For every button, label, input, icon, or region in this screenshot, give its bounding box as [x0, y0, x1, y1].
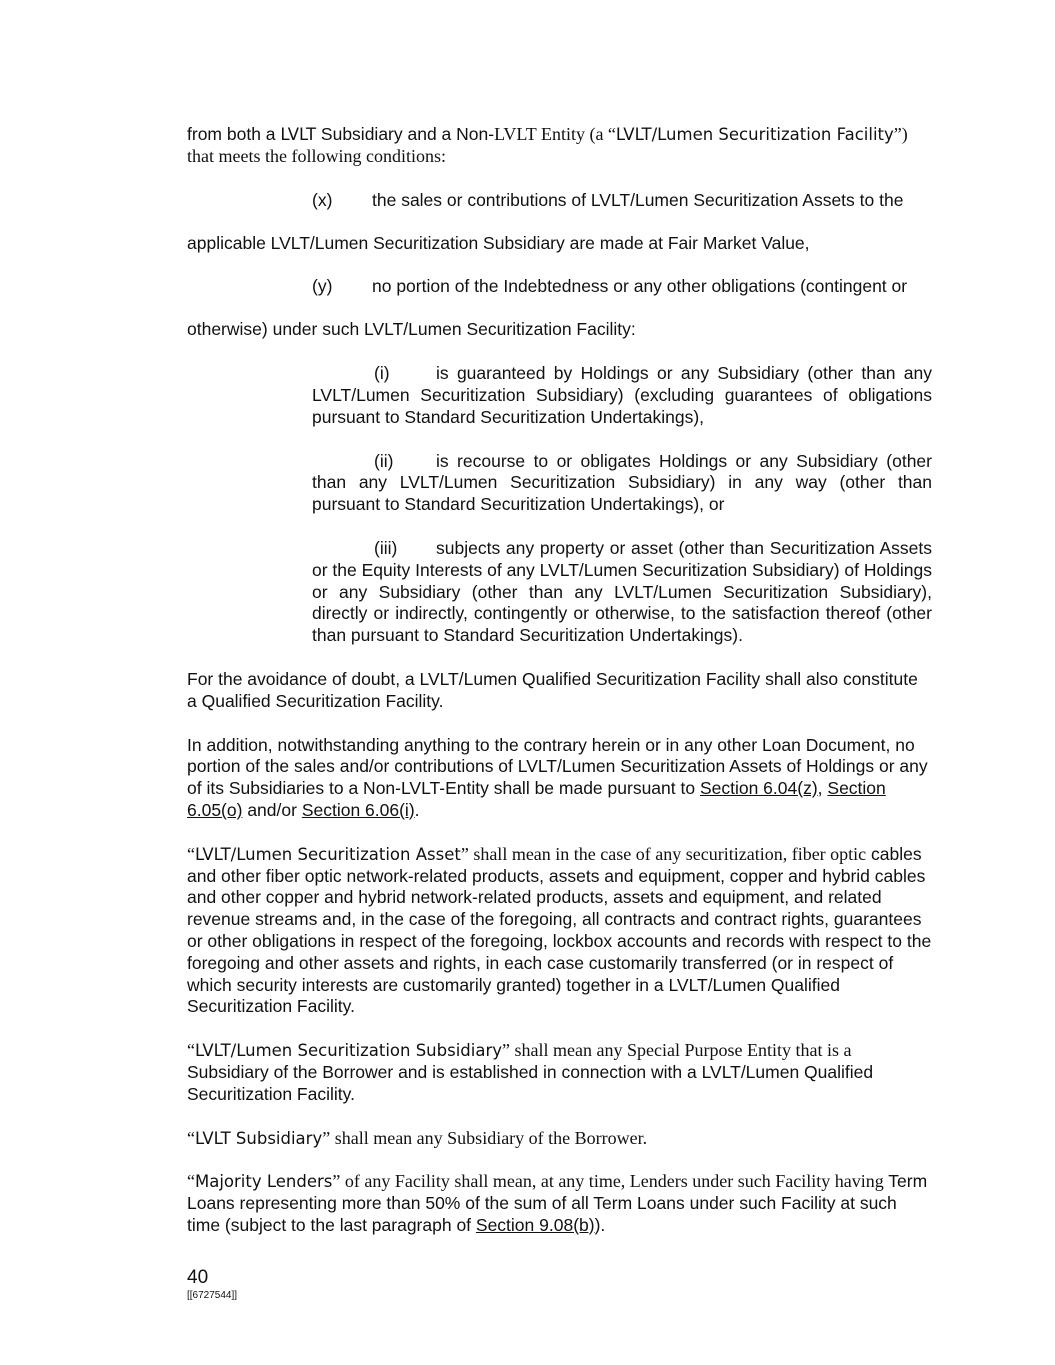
defined-term-asset: LVLT/Lumen Securitization Asset — [195, 844, 461, 864]
condition-y-continuation: otherwise) under such LVLT/Lumen Securitization Facility: — [187, 319, 636, 340]
subclause-ii-text: is recourse to or obligates Holdings or any Subsidiary (other than any LVLT/Lumen Securitization Subsidiary) in any way (other than pursuant to Standard Securitization Undertakings), or — [312, 450, 932, 515]
definition-securitization-subsidiary — [187, 1040, 932, 1105]
subclause-i-label: (i) — [374, 363, 390, 384]
condition-x — [187, 190, 932, 211]
addition-separator-1: , — [817, 778, 828, 799]
defined-term-facility: LVLT/Lumen Securitization Facility — [615, 125, 894, 144]
condition-x-text: the sales or contributions of LVLT/Lumen Securitization Assets to the — [372, 189, 904, 210]
document-id: [[6727544]] — [187, 1290, 238, 1301]
avoidance-paragraph: For the avoidance of doubt, a LVLT/Lumen Qualified Securitization Facility shall also constitute a Qualified Securitization Facility. — [187, 668, 918, 711]
section-ref-6-06i: Section 6.06(i) — [301, 799, 415, 820]
majority-lead-text: ” of any Facility shall mean, at any time, Lenders under such Facility having — [332, 1171, 884, 1192]
section-ref-6-04z: Section 6.04(z) — [699, 778, 818, 799]
intro-text-3: Subsidiary and a Non- — [316, 124, 495, 144]
majority-end: ). — [594, 1214, 606, 1235]
subsidiary-open-quote: “ — [187, 1040, 195, 1061]
intro-paragraph — [187, 124, 932, 168]
document-body — [187, 124, 932, 1237]
intro-text-4: LVLT Entity (a “ — [494, 124, 616, 144]
intro-text-2: LVLT — [280, 125, 317, 144]
definition-securitization-asset — [187, 844, 932, 1018]
subclause-i — [312, 363, 932, 428]
subsidiary-lead-text: ” shall mean any Special Purpose Entity that is a — [502, 1040, 852, 1061]
asset-lead-text: ” shall mean in the case of any securitization, fiber optic — [460, 843, 867, 864]
lvlt-open-quote: “ — [187, 1127, 195, 1148]
defined-term-subsidiary: LVLT/Lumen Securitization Subsidiary — [195, 1041, 503, 1061]
condition-x-label: (x) — [312, 189, 333, 210]
addition-separator-2: and/or — [242, 799, 302, 820]
condition-y — [187, 276, 932, 297]
majority-definition-text: Term Loans representing more than 50% of the sum of all Term Loans under such Facility at such time (subject to the last paragraph of — [187, 1171, 928, 1235]
section-ref-6-05o: Section 6.05(o) — [187, 778, 886, 820]
addition-end: . — [414, 799, 420, 820]
definition-majority-lenders — [187, 1171, 932, 1236]
subclause-i-text: is guaranteed by Holdings or any Subsidiary (other than any LVLT/Lumen Securitization Subsidiary) (excluding guarantees of obligations pursuant to Standard Securitization Undertakings), — [312, 363, 932, 427]
intro-text-6: ”) that meets the following conditions: — [187, 124, 908, 166]
majority-open-quote: “ — [187, 1171, 195, 1192]
condition-x-continuation: applicable LVLT/Lumen Securitization Subsidiary are made at Fair Market Value, — [187, 232, 810, 253]
subclause-ii-label: (ii) — [374, 450, 394, 471]
addition-paragraph — [187, 735, 932, 822]
defined-term-lvlt-subsidiary: LVLT Subsidiary — [195, 1128, 323, 1148]
lvlt-definition-text: ” shall mean any Subsidiary of the Borrower. — [322, 1127, 648, 1148]
asset-definition-text: cables and other fiber optic network-related products, assets and equipment, copper and hybrid cables and other copper and hybrid network-related products, assets and equipment, and related revenue streams and, in the case of the foregoing, all contracts and contract rights, guarantees or other obligations in respect of the foregoing, lockbox accounts and records with respect to the foregoing and other assets and rights, in each case customarily transferred (or in respect of which security interests are customarily granted) together in a LVLT/Lumen Qualified Securitization Facility. — [187, 843, 932, 1017]
page-footer — [187, 1266, 237, 1302]
addition-text: In addition, notwithstanding anything to the contrary herein or in any other Loan Document, no portion of the sales and/or contributions of LVLT/Lumen Securitization Assets of Holdings or any of its Subsidiaries to a Non-LVLT-Entity shall be made pursuant to — [187, 734, 928, 799]
subclause-iii-label: (iii) — [374, 537, 398, 558]
subclause-iii — [312, 538, 932, 647]
page-number: 40 — [187, 1267, 209, 1288]
condition-y-text: no portion of the Indebtedness or any other obligations (contingent or — [372, 276, 908, 297]
definition-lvlt-subsidiary — [187, 1128, 932, 1150]
subclause-iii-text: subjects any property or asset (other than Securitization Assets or the Equity Interests of any LVLT/Lumen Securitization Subsidiary) of Holdings or any Subsidiary (other than any LVLT/Lumen Securitization Subsidiary), directly or indirectly, contingently or otherwise, to the satisfaction thereof (other than pursuant to Standard Securitization Undertakings). — [312, 537, 932, 646]
subclause-ii — [312, 451, 932, 516]
subsidiary-definition-text: Subsidiary of the Borrower and is established in connection with a LVLT/Lumen Qualified Securitization Facility. — [187, 1061, 874, 1104]
defined-term-majority-lenders: Majority Lenders — [195, 1172, 333, 1192]
asset-open-quote: “ — [187, 843, 195, 864]
intro-text-1: from both a — [187, 124, 281, 144]
condition-y-label: (y) — [312, 276, 333, 297]
section-ref-9-08b: Section 9.08(b) — [475, 1214, 595, 1235]
